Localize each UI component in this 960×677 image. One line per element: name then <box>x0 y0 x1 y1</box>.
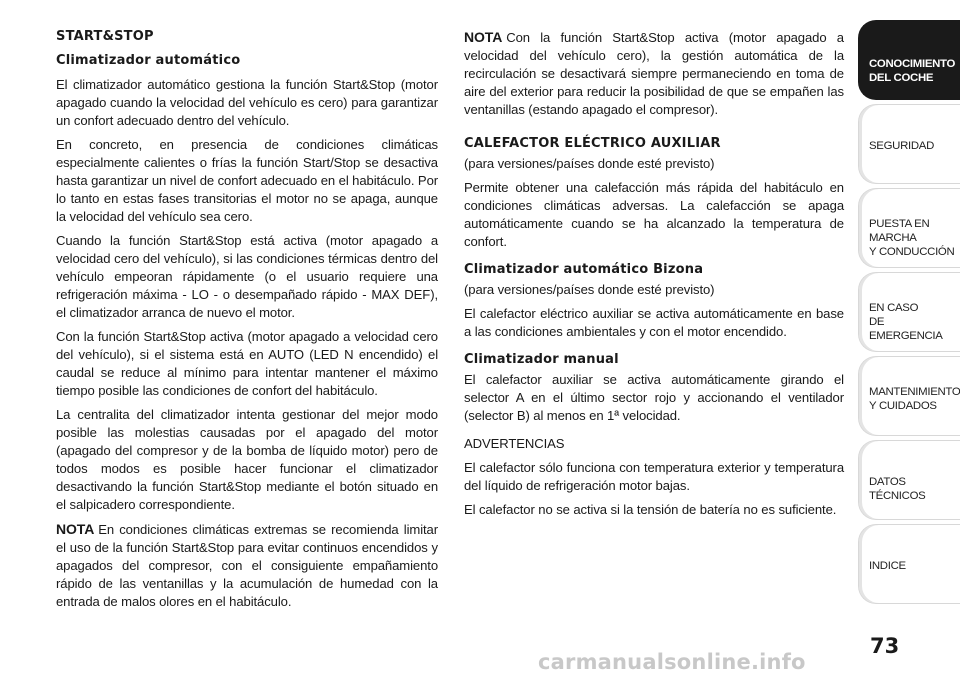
warnings-heading: ADVERTENCIAS <box>464 436 565 451</box>
tab-label: EN CASO DE EMERGENCIA <box>869 302 943 342</box>
bizona-description: El calefactor eléctrico auxiliar se activa automáticamente en base a las condiciones ambientales y con el motor encendido. <box>464 306 844 339</box>
warning-2: El calefactor no se activa si la tensión de batería no es suficiente. <box>464 502 837 517</box>
tab-conocimiento-del-coche[interactable] <box>858 20 960 100</box>
paragraph-5: La centralita del climatizador intenta gestionar del mejor modo posible las molestias causadas por el apagado del motor (apagado del compresor y de la bomba de líquido motor) pero de todos modos es posible hacer funcionar el climatizador desactivando la función Start&Stop mediante el botón situado en el salpicadero correspondiente. <box>56 407 438 512</box>
section-title-start-stop: START&STOP <box>56 29 154 44</box>
section-title-aux-heater: CALEFACTOR ELÉCTRICO AUXILIAR <box>464 136 721 151</box>
warning-1: El calefactor sólo funciona con temperatura exterior y temperatura del líquido de refrigeración motor bajas. <box>464 460 844 493</box>
tab-label: CONOCIMIENTO DEL COCHE <box>869 58 956 84</box>
manual-description: El calefactor auxiliar se activa automáticamente girando el selector A en el último sector rojo y accionando el ventilador (selector B) al menos en 1ª velocidad. <box>464 372 844 423</box>
subsection-title-manual: Climatizador manual <box>464 352 619 367</box>
tab-en-caso-de-emergencia[interactable] <box>858 272 960 352</box>
subsection-title-bizona: Climatizador automático Bizona <box>464 262 704 277</box>
paragraph-2: En concreto, en presencia de condiciones climáticas especialmente calientes o frías la función Start/Stop se desactiva hasta garantizar un nivel de confort adecuado en el habitáculo. Por lo tanto en estas fases transitorias el motor no se apaga, aunque la velocidad del vehículo sea cero. <box>56 137 439 224</box>
note-paragraph-right <box>464 28 844 119</box>
tab-puesta-en-marcha[interactable] <box>858 188 960 268</box>
subsection-title-auto-climate: Climatizador automático <box>56 53 241 68</box>
bizona-availability: (para versiones/países donde esté previsto) <box>464 282 715 297</box>
heater-description: Permite obtener una calefacción más rápida del habitáculo en condiciones climáticas adversas. La calefacción se apaga automáticamente cuando se ha alcanzado la temperatura de confort. <box>464 180 844 249</box>
note-label-left: NOTA <box>56 521 95 537</box>
note-paragraph-left <box>56 520 438 611</box>
tab-seguridad[interactable] <box>858 104 960 184</box>
note-text-right: Con la función Start&Stop activa (motor apagado a velocidad del vehículo cero), la gestión automática de la recirculación se desactivará siempre permaneciendo en toma de aire del exterior para reducir la posibilidad de que se empañen las ventanillas (estando apagado el compresor). <box>464 30 844 117</box>
tab-label: SEGURIDAD <box>869 140 935 152</box>
tab-datos-tecnicos[interactable] <box>858 440 960 520</box>
paragraph-3: Cuando la función Start&Stop está activa (motor apagado a velocidad cero del vehículo), si las condiciones térmicas dentro del vehículo empeoran rápidamente (o el usuario requiere una refrigeración máxima - LO - o desempañado rápido - MAX DEF), el climatizador arranca de nuevo el motor. <box>56 233 438 320</box>
right-column <box>464 28 844 525</box>
chapter-tabs <box>858 20 960 608</box>
heater-availability: (para versiones/países donde esté previsto) <box>464 156 715 171</box>
tab-label: PUESTA EN MARCHA Y CONDUCCIÓN <box>869 218 955 258</box>
tab-label: MANTENIMIENTO Y CUIDADOS <box>869 386 960 412</box>
note-label-right: NOTA <box>464 29 503 45</box>
paragraph-1: El climatizador automático gestiona la función Start&Stop (motor apagado cuando la velocidad del vehículo es cero) para garantizar un confort adecuado dentro del vehículo. <box>56 77 438 128</box>
page-number: 73 <box>870 634 900 658</box>
tab-indice[interactable] <box>858 524 960 604</box>
paragraph-4: Con la función Start&Stop activa (motor apagado a velocidad cero del vehículo), si el sistema está en AUTO (LED N encendido) el caudal se reduce al mínimo para intentar mantener el máximo tiempo posible las condiciones de confort del habitáculo. <box>56 329 438 398</box>
tab-label: DATOS TÉCNICOS <box>869 476 926 502</box>
left-column <box>56 28 438 617</box>
tab-mantenimiento[interactable] <box>858 356 960 436</box>
tab-label: INDICE <box>869 560 906 572</box>
note-text-left: En condiciones climáticas extremas se recomienda limitar el uso de la función Start&Stop para evitar continuos encendidos y apagados del compresor, con el consiguiente empañamiento rápido de las ventanillas y la acumulación de humedad con la entrada de malos olores en el habitáculo. <box>56 522 438 609</box>
watermark: carmanualsonline.info <box>538 650 806 674</box>
